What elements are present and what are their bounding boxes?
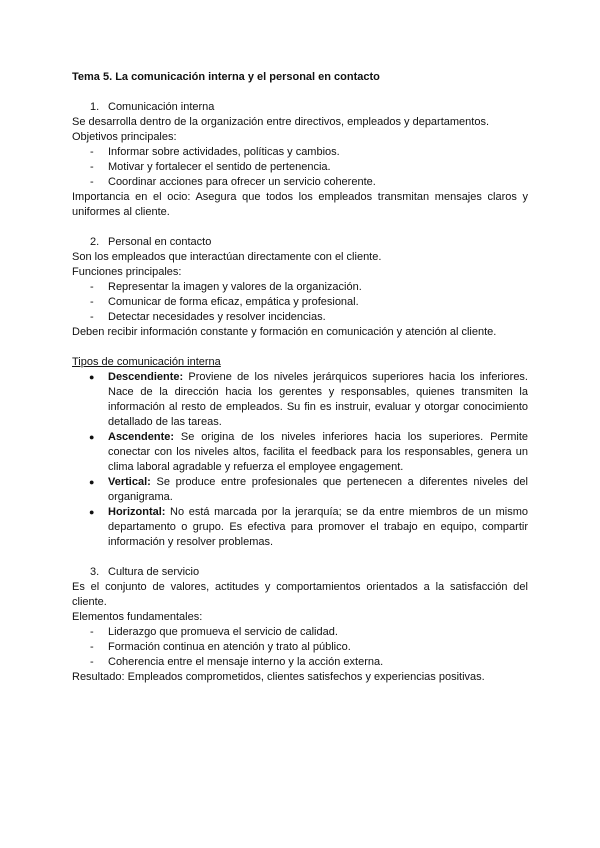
elements-list	[72, 625, 528, 670]
type-text: No está marcada por la jerarquía; se da entre miembros de un mismo departamento o grupo. Es efectiva para promover el trabajo en equipo, compartir información y resolver problemas.	[108, 506, 528, 548]
type-term: Horizontal:	[108, 506, 166, 518]
section-heading-text: Comunicación interna	[108, 101, 215, 113]
list-item	[72, 145, 528, 160]
list-label: Funciones principales:	[72, 266, 182, 278]
list-item	[72, 430, 528, 475]
bullet-icon: ●	[89, 477, 95, 487]
dash-icon: -	[90, 146, 94, 158]
section-heading-text: Cultura de servicio	[108, 566, 200, 578]
section-closing: Resultado: Empleados comprometidos, clientes satisfechos y experiencias positivas.	[72, 671, 485, 683]
list-item	[72, 505, 528, 550]
list-item	[72, 655, 528, 670]
list-item-text: Coordinar acciones para ofrecer un servicio coherente.	[108, 176, 376, 188]
section-intro: Es el conjunto de valores, actitudes y comportamientos orientados a la satisfacción del cliente.	[72, 581, 528, 608]
list-item	[72, 370, 528, 430]
list-item-text: Motivar y fortalecer el sentido de pertenencia.	[108, 161, 331, 173]
list-item-text: Formación continua en atención y trato al público.	[108, 641, 351, 653]
dash-icon: -	[90, 281, 94, 293]
list-item	[72, 475, 528, 505]
dash-icon: -	[90, 311, 94, 323]
types-heading: Tipos de comunicación interna	[72, 356, 221, 368]
type-text: Se origina de los niveles inferiores hacia los superiores. Permite conectar con los niveles altos, facilita el feedback para los responsables, genera un clima laboral agradable y refuerza el employee engagement.	[108, 431, 528, 473]
dash-icon: -	[90, 176, 94, 188]
list-item-text: Coherencia entre el mensaje interno y la acción externa.	[108, 656, 384, 668]
functions-list	[72, 280, 528, 325]
list-item	[72, 175, 528, 190]
section-heading-text: Personal en contacto	[108, 236, 212, 248]
section-intro: Son los empleados que interactúan directamente con el cliente.	[72, 251, 382, 263]
dash-icon: -	[90, 626, 94, 638]
list-item-text: Comunicar de forma eficaz, empática y profesional.	[108, 296, 359, 308]
list-item	[72, 625, 528, 640]
section-closing: Importancia en el ocio: Asegura que todos los empleados transmitan mensajes claros y uniformes al cliente.	[72, 191, 528, 218]
section-heading	[72, 565, 528, 580]
list-label: Objetivos principales:	[72, 131, 177, 143]
section-closing: Deben recibir información constante y formación en comunicación y atención al cliente.	[72, 326, 497, 338]
dash-icon: -	[90, 641, 94, 653]
type-term: Descendiente:	[108, 371, 184, 383]
list-item	[72, 295, 528, 310]
objectives-list	[72, 145, 528, 190]
list-item-text: Representar la imagen y valores de la organización.	[108, 281, 362, 293]
dash-icon: -	[90, 656, 94, 668]
list-item-text: Liderazgo que promueva el servicio de calidad.	[108, 626, 338, 638]
bullet-icon: ●	[89, 507, 95, 517]
bullet-icon: ●	[89, 432, 95, 442]
section-cultura-de-servicio	[72, 565, 528, 685]
type-text: Proviene de los niveles jerárquicos superiores hacia los inferiores. Nace de la dirección hacia los gerentes y responsables, quienes transmiten la información al resto de empleados. Su fin es instruir, evaluar y otorgar conocimiento detallado de las tareas.	[108, 371, 528, 428]
document-page	[72, 70, 528, 685]
type-text: Se produce entre profesionales que pertenecen a diferentes niveles del organigrama.	[108, 476, 528, 503]
section-heading	[72, 100, 528, 115]
list-item-text: Informar sobre actividades, políticas y cambios.	[108, 146, 340, 158]
types-list	[72, 370, 528, 550]
type-term: Ascendente:	[108, 431, 175, 443]
section-heading	[72, 235, 528, 250]
section-personal-en-contacto	[72, 235, 528, 340]
list-item	[72, 640, 528, 655]
section-tipos-comunicacion	[72, 355, 528, 550]
section-comunicacion-interna	[72, 100, 528, 220]
list-item	[72, 280, 528, 295]
list-label: Elementos fundamentales:	[72, 611, 203, 623]
section-number: 3.	[90, 566, 100, 578]
list-item-text: Detectar necesidades y resolver incidencias.	[108, 311, 326, 323]
section-intro: Se desarrolla dentro de la organización entre directivos, empleados y departamentos.	[72, 116, 490, 128]
dash-icon: -	[90, 161, 94, 173]
bullet-icon: ●	[89, 372, 95, 382]
type-term: Vertical:	[108, 476, 151, 488]
dash-icon: -	[90, 296, 94, 308]
list-item	[72, 160, 528, 175]
list-item	[72, 310, 528, 325]
section-number: 2.	[90, 236, 100, 248]
document-title: Tema 5. La comunicación interna y el personal en contacto	[72, 71, 380, 83]
section-number: 1.	[90, 101, 100, 113]
